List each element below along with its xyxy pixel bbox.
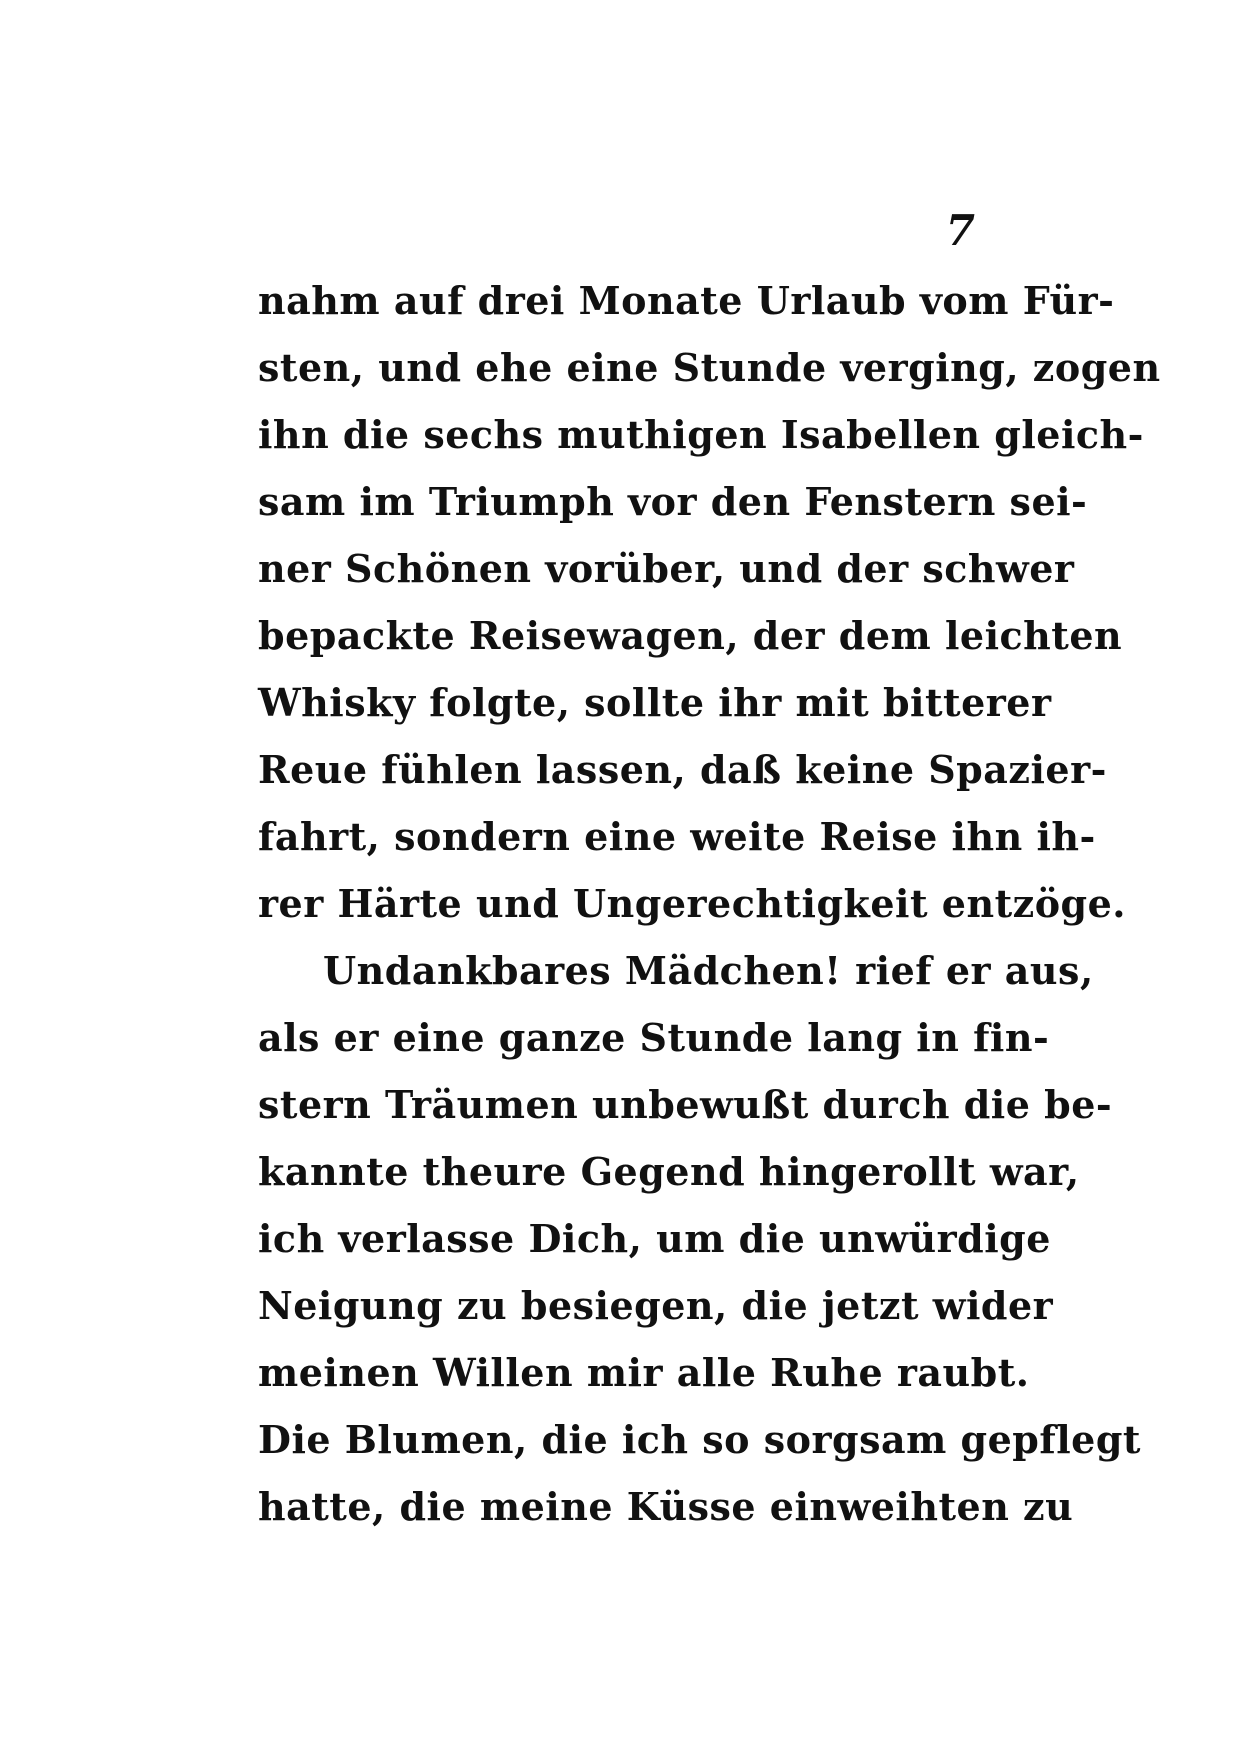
page-number: 7 (945, 206, 975, 255)
text-line: sam im Triumph vor den Fenstern sei- (258, 479, 1088, 524)
text-line: ner Schönen vorüber, und der schwer (258, 546, 1075, 591)
text-line: fahrt, sondern eine weite Reise ihn ih- (258, 814, 1096, 859)
text-line: Whisky folgte, sollte ihr mit bitterer (258, 680, 1052, 725)
text-line: ihn die sechs muthigen Isabellen gleich- (258, 412, 1144, 457)
text-line: stern Träumen unbewußt durch die be- (258, 1082, 1113, 1127)
text-line: Neigung zu besiegen, die jetzt wider (258, 1283, 1054, 1328)
text-line: kannte theure Gegend hingerollt war, (258, 1149, 1080, 1194)
body-text (258, 278, 1161, 1555)
text-line: nahm auf drei Monate Urlaub vom Für- (258, 278, 1115, 323)
text-line: meinen Willen mir alle Ruhe raubt. (258, 1350, 1030, 1395)
text-line: Die Blumen, die ich so sorgsam gepflegt (258, 1417, 1141, 1462)
text-line: als er eine ganze Stunde lang in fin- (258, 1015, 1050, 1060)
text-line: Reue fühlen lassen, daß keine Spazier- (258, 747, 1107, 792)
text-line: Undankbares Mädchen! rief er aus, (323, 948, 1094, 993)
text-line: rer Härte und Ungerechtigkeit entzöge. (258, 881, 1127, 926)
text-line: ich verlasse Dich, um die unwürdige (258, 1216, 1051, 1261)
text-line: bepackte Reisewagen, der dem leichten (258, 613, 1123, 658)
text-line: sten, und ehe eine Stunde verging, zogen (258, 345, 1161, 390)
text-line: hatte, die meine Küsse einweihten zu (258, 1484, 1074, 1529)
